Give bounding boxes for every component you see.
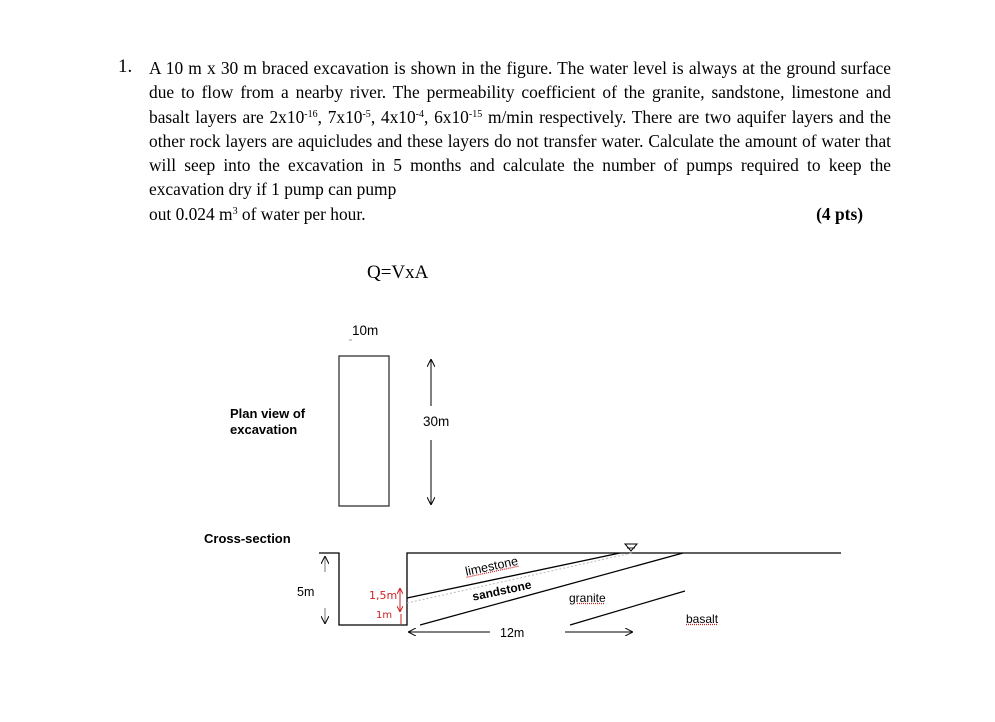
m3-exp: 3 [232, 205, 238, 217]
excavation-outline [319, 553, 841, 625]
problem-text-b: m/min respectively. There are two aquifer layers and the other rock layers are aquicludes and these layers do not transfer water. Calculate the amount of water that will seep into the excavation in 5 months and calculate the number of pumps required to keep the excavation dry if 1 pump can pump [149, 106, 892, 200]
k2-exp: -5 [362, 108, 371, 120]
thickness-label-1m: 1m [376, 610, 393, 621]
k2-base: 7x10 [327, 106, 363, 127]
plan-rectangle [339, 356, 389, 506]
problem-text: A 10 m x 30 m braced excavation is shown in the figure. The water level is always at the ground surface due to flow from a nearby river. The permeability coefficient of the granite, sandstone, limestone and basalt layers are $2x10^{-16}$, $7x10^{-5}$, $4x10^{-4}$, $6x10^{-15}$ m/min respectively. There are two aquifer layers and the other rock layers are aquicludes and these layers do not transfer water. Calculate the amount of water that will seep into the excavation in 5 months and calculate the number of pumps required to keep the excavation dry if 1 pump can pump out 0.024 $m^3$ of water per hour. (4 pts) [149, 56, 891, 226]
granite-boundary [420, 553, 683, 625]
basalt-label: basalt [686, 612, 719, 626]
problem-text-a: A 10 m x 30 m braced excavation is shown in the figure. The water level is always at the ground surface due to flow from a nearby river. The permeability coefficient of the granite, sandstone, limestone and basalt layers are [149, 58, 891, 127]
plan-width-label: 10m [352, 323, 379, 338]
plan-length-label: 30m [423, 414, 450, 429]
sandstone-label: sandstone [471, 577, 533, 604]
water-table-symbol [625, 544, 637, 551]
thickness-label-1-5m: 1,5m [369, 589, 398, 602]
formula: Q=VxA [367, 262, 429, 283]
horizontal-length-label: 12m [500, 626, 525, 640]
problem-text-c: out 0.024 m [149, 203, 233, 224]
k1-base: 2x10 [269, 106, 305, 127]
k3-exp: -4 [415, 108, 425, 120]
problem-number: 1. [118, 56, 133, 77]
k4-exp: -15 [468, 108, 483, 120]
cross-section-title: Cross-section [204, 531, 291, 546]
k4-base: 6x10 [434, 106, 469, 127]
problem-text-d: of water per hour. [237, 203, 366, 224]
plan-view-title [230, 406, 305, 438]
k1-exp: -16 [304, 108, 318, 120]
k3-base: 4x10 [380, 106, 416, 127]
limestone-label: limestone [464, 553, 520, 579]
granite-label: granite [569, 591, 606, 605]
points-label: (4 pts) [816, 203, 863, 224]
depth-label: 5m [297, 585, 315, 599]
plan-view-title-line1: Plan view of [230, 406, 306, 421]
plan-view-title-line2: excavation [230, 422, 298, 437]
